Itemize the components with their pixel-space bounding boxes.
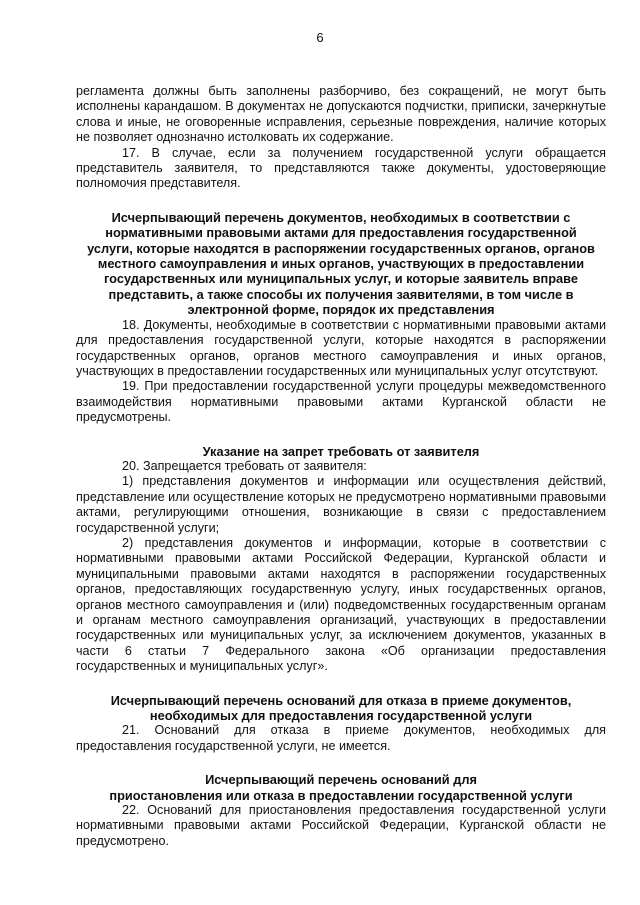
paragraph-16-continuation: регламента должны быть заполнены разборчиво, без сокращений, не могут быть исполнены карандашом. В документах не допускаются подчистки, приписки, зачеркнутые слова и иные, не оговоренные исправления, серьезные повреждения, наличие которых не позволяет однозначно истолковать их содержание.	[76, 84, 606, 145]
document-body	[76, 84, 606, 849]
heading-refusal-grounds-line-2: необходимых для предоставления государственной услуги	[149, 708, 533, 724]
spacer	[76, 426, 606, 444]
heading-refusal-grounds	[76, 693, 606, 724]
heading-documents-list: Исчерпывающий перечень документов, необходимых в соответствии с нормативными правовыми актами для предоставления государственной услуги, которые находятся в распоряжении государственных органов, органов местного самоуправления и иных органов, участвующих в предоставлении государственных или муниципальных услуг, и которые заявитель вправе представить, а также способы их получения заявителями, в том числе в электронной форме, порядок их представления	[87, 209, 595, 318]
paragraph-19: 19. При предоставлении государственной услуги процедуры межведомственного взаимодействия нормативными правовыми актами Курганской области не предусмотрены.	[76, 379, 606, 425]
spacer	[76, 675, 606, 693]
heading-suspension-grounds-line-2: приостановления или отказа в предоставлении государственной услуги	[109, 787, 573, 803]
paragraph-20-item-2: 2) представления документов и информации, которые в соответствии с нормативными правовыми актами Российской Федерации, Курганской области и муниципальными правовыми актами находятся в распоряжении государственных органов, предоставляющих государственную услугу, иных государственных органов, органов местного самоуправления и (или) подведомственных государственным органам и органам местного самоуправления организаций, участвующих в предоставлении государственных или муниципальных услуг, за исключением документов, указанных в части 6 статьи 7 Федерального закона «Об организации предоставления государственных и муниципальных услуг».	[76, 535, 606, 674]
heading-refusal-grounds-line-1: Исчерпывающий перечень оснований для отказа в приеме документов,	[110, 692, 572, 708]
paragraph-17: 17. В случае, если за получением государственной услуги обращается представитель заявителя, то представляются также документы, удостоверяющие полномочия представителя.	[76, 145, 606, 191]
paragraph-21: 21. Оснований для отказа в приеме документов, необходимых для предоставления государственной услуги, не имеется.	[76, 723, 606, 753]
heading-prohibition: Указание на запрет требовать от заявителя	[202, 443, 480, 459]
paragraph-18: 18. Документы, необходимые в соответствии с нормативными правовыми актами для предоставления государственной услуги, которые находятся в распоряжении государственных органов, органов местного самоуправления и иных органов, участвующих в предоставлении государственных или муниципальных услуг отсутствуют.	[76, 317, 606, 378]
page-number: 6	[316, 30, 324, 45]
heading-suspension-grounds-line-1: Исчерпывающий перечень оснований для	[205, 772, 477, 788]
heading-suspension-grounds	[76, 772, 606, 803]
spacer	[76, 754, 606, 772]
spacer	[76, 192, 606, 210]
paragraph-20-item-1: 1) представления документов и информации или осуществления действий, представление или осуществление которых не предусмотрено нормативными правовыми актами, регулирующими отношения, возникающие в связи с предоставлением государственной услуги;	[76, 474, 606, 535]
paragraph-22: 22. Оснований для приостановления предоставления государственной услуги нормативными правовыми актами Российской Федерации, Курганской области не предусмотрено.	[76, 803, 606, 848]
paragraph-20: 20. Запрещается требовать от заявителя:	[122, 458, 367, 473]
